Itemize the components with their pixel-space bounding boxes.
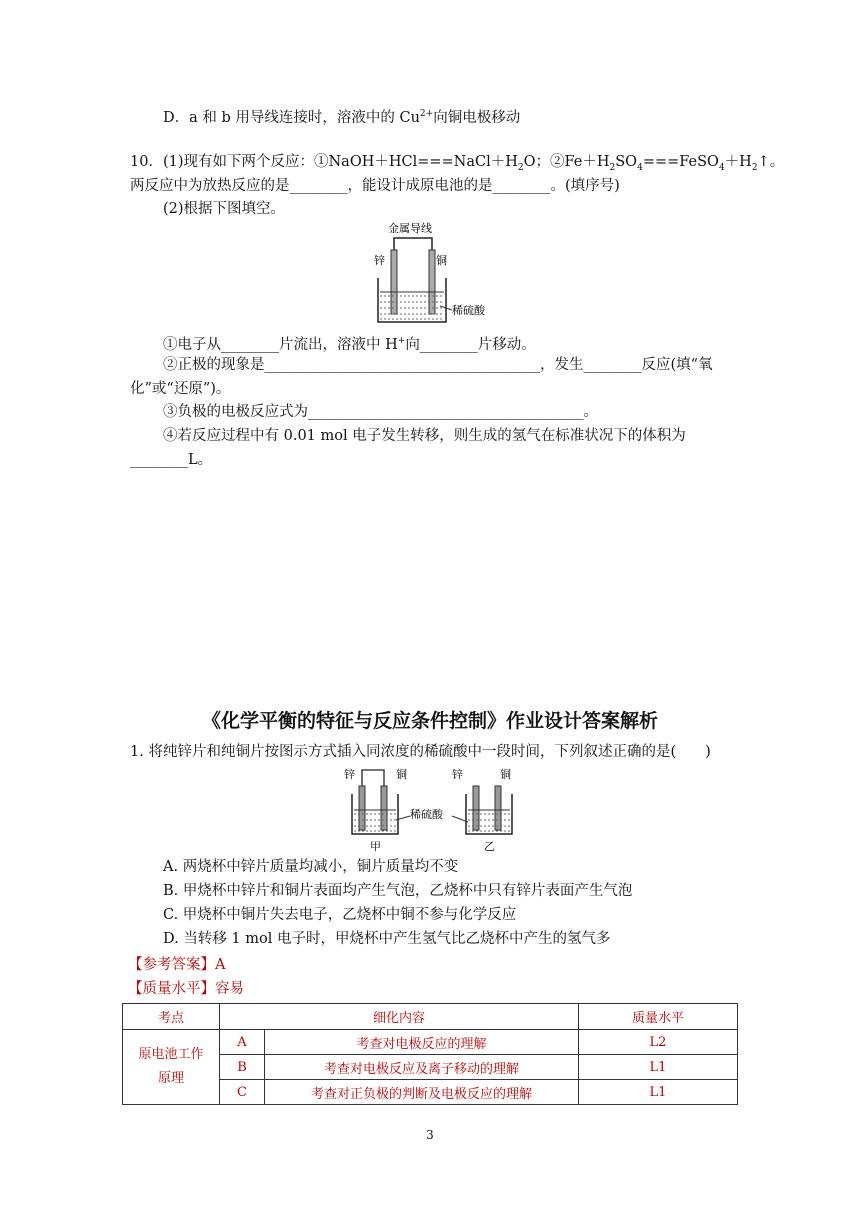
- fig2-copper-label-yi: 铜: [500, 768, 511, 781]
- topic-line1: 原电池工作: [138, 1047, 204, 1062]
- header-content: 细化内容: [220, 1004, 579, 1030]
- q10-sub2: ②正极的现象是______________________________________，发生________反应(填“氧: [163, 357, 713, 373]
- answer-analysis-table: [122, 1003, 738, 1105]
- row-option: A: [220, 1030, 265, 1055]
- topic-cell: [123, 1030, 220, 1105]
- beaker: [378, 278, 446, 322]
- q9-option-d: D．a 和 b 用导线连接时，溶液中的 $Cu^{2+}$向铜电极移动: [163, 109, 521, 126]
- a1-option-b: B. 甲烧杯中锌片和铜片表面均产生气泡，乙烧杯中只有锌片表面产生气泡: [163, 883, 633, 899]
- galvanic-cell-figure: [360, 218, 500, 330]
- q10-sub1: ①电子从________片流出，溶液中 H+向________片移动。: [163, 336, 536, 353]
- fig-copper-label: 铜: [436, 254, 447, 267]
- yi-zinc-electrode: [473, 786, 479, 830]
- page-number: 3: [426, 1128, 434, 1142]
- row-content: 考查对电极反应及离子移动的理解: [265, 1055, 579, 1080]
- fig2-zinc-label-yi: 锌: [452, 768, 463, 781]
- q10-sub4: ④若反应过程中有 0.01 mol 电子发生转移，则生成的氢气在标准状况下的体积为: [163, 428, 686, 444]
- fig-wire-label: 金属导线: [388, 222, 432, 235]
- two-beakers-figure: [340, 764, 530, 854]
- row-level: L1: [579, 1080, 738, 1105]
- fig2-acid-label: 稀硫酸: [410, 808, 443, 821]
- header-level: 质量水平: [579, 1004, 738, 1030]
- a1-option-d: D. 当转移 1 mol 电子时，甲烧杯中产生氢气比乙烧杯中产生的氢气多: [163, 931, 611, 947]
- jia-copper-electrode: [381, 786, 387, 830]
- q10-stem-line1: 10．(1)现有如下两个反应：$①NaOH+HCl===NaCl+H_2O$；$②Fe+H_2SO_4===FeSO_4+H_2↑$。: [130, 154, 785, 173]
- q10-sub4-cont: ________L。: [130, 452, 213, 468]
- fig-acid-label: 稀硫酸: [452, 304, 485, 317]
- q10-stem-line2: 两反应中为放热反应的是________，能设计成原电池的是________。(填序号): [130, 178, 620, 194]
- fig2-copper-label-jia: 铜: [396, 768, 407, 781]
- fig-zinc-label: 锌: [374, 254, 385, 267]
- a1-stem: 1. 将纯锌片和纯铜片按图示方式插入同浓度的稀硫酸中一段时间，下列叙述正确的是( ): [130, 744, 711, 760]
- table-header-row: [123, 1004, 738, 1030]
- q10-sub3: ③负极的电极反应式为______________________________________。: [163, 404, 598, 420]
- row-content: 考查对电极反应的理解: [265, 1030, 579, 1055]
- table-row: [123, 1030, 738, 1055]
- q10-part2-label: (2)根据下图填空。: [163, 201, 286, 217]
- row-option: C: [220, 1080, 265, 1105]
- a1-option-a: A. 两烧杯中锌片质量均减小，铜片质量均不变: [163, 859, 459, 875]
- jia-zinc-electrode: [359, 786, 365, 830]
- topic-line2: 原理: [157, 1071, 184, 1086]
- fig2-zinc-label-jia: 锌: [344, 768, 355, 781]
- row-level: L2: [579, 1030, 738, 1055]
- quality-level: 【质量水平】容易: [128, 981, 244, 997]
- header-topic: 考点: [123, 1004, 220, 1030]
- row-level: L1: [579, 1055, 738, 1080]
- q10-sub2-cont: 化”或“还原”)。: [130, 381, 231, 397]
- fig2-jia-label: 甲: [370, 840, 381, 853]
- row-content: 考查对正负极的判断及电极反应的理解: [265, 1080, 579, 1105]
- answer-section-title: 《化学平衡的特征与反应条件控制》作业设计答案解析: [201, 710, 658, 732]
- yi-copper-electrode: [495, 786, 501, 830]
- reference-answer: 【参考答案】A: [128, 957, 226, 973]
- copper-electrode: [429, 250, 435, 314]
- a1-option-c: C. 甲烧杯中铜片失去电子，乙烧杯中铜不参与化学反应: [163, 907, 517, 923]
- zinc-electrode: [391, 250, 397, 314]
- row-option: B: [220, 1055, 265, 1080]
- fig2-yi-label: 乙: [484, 840, 495, 853]
